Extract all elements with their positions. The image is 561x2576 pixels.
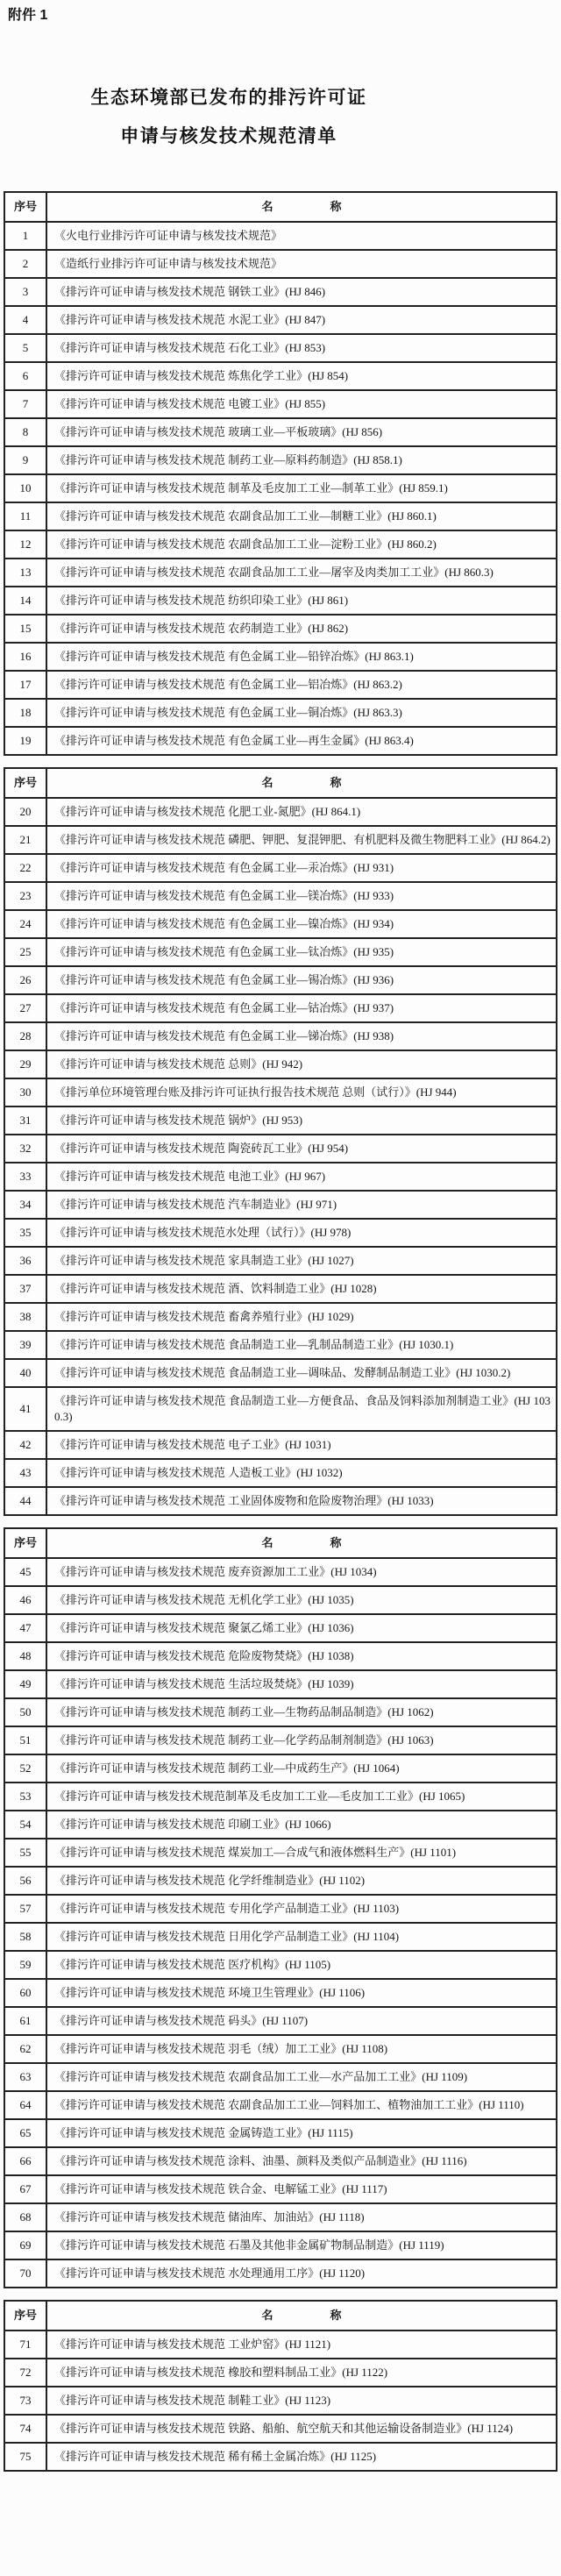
table-row [4, 938, 557, 966]
table-row [4, 1951, 557, 1979]
row-name: 《排污许可证申请与核发技术规范 水泥工业》(HJ 847) [46, 306, 557, 334]
row-name: 《排污许可证申请与核发技术规范 羽毛（绒）加工工业》(HJ 1108) [46, 2035, 557, 2063]
table-row [4, 334, 557, 362]
table-row [4, 671, 557, 699]
row-name: 《排污许可证申请与核发技术规范 码头》(HJ 1107) [46, 2007, 557, 2035]
row-number: 23 [4, 882, 46, 910]
row-number: 16 [4, 643, 46, 671]
row-number: 22 [4, 854, 46, 882]
row-number: 29 [4, 1050, 46, 1078]
table-row [4, 910, 557, 938]
table-row [4, 1387, 557, 1431]
row-number: 53 [4, 1783, 46, 1811]
row-number: 50 [4, 1698, 46, 1726]
table-row [4, 2203, 557, 2231]
table-row [4, 1107, 557, 1135]
row-number: 24 [4, 910, 46, 938]
table-row [4, 643, 557, 671]
row-number: 11 [4, 502, 46, 530]
table-row [4, 390, 557, 418]
table-row [4, 1670, 557, 1698]
row-name: 《排污许可证申请与核发技术规范 酒、饮料制造工业》(HJ 1028) [46, 1275, 557, 1303]
row-name: 《排污许可证申请与核发技术规范 食品制造工业—方便食品、食品及饲料添加剂制造工业》(HJ 1030.3) [46, 1387, 557, 1431]
row-number: 75 [4, 2443, 46, 2471]
row-name: 《排污许可证申请与核发技术规范 日用化学产品制造工业》(HJ 1104) [46, 1923, 557, 1951]
row-number: 36 [4, 1247, 46, 1275]
row-name: 《排污许可证申请与核发技术规范 锅炉》(HJ 953) [46, 1107, 557, 1135]
row-name: 《排污许可证申请与核发技术规范 有色金属工业—锑冶炼》(HJ 938) [46, 1022, 557, 1050]
table-row [4, 1359, 557, 1387]
spec-table [4, 191, 557, 756]
row-name: 《排污许可证申请与核发技术规范 有色金属工业—汞冶炼》(HJ 931) [46, 854, 557, 882]
row-number: 7 [4, 390, 46, 418]
table-header-row [4, 1528, 557, 1558]
row-number: 74 [4, 2415, 46, 2443]
table-row [4, 530, 557, 559]
table-row [4, 1614, 557, 1642]
row-name: 《排污许可证申请与核发技术规范 危险废物焚烧》(HJ 1038) [46, 1642, 557, 1670]
table-header-row [4, 768, 557, 798]
row-number: 49 [4, 1670, 46, 1698]
row-number: 13 [4, 559, 46, 587]
row-number: 39 [4, 1331, 46, 1359]
row-number: 19 [4, 727, 46, 755]
row-name: 《排污许可证申请与核发技术规范 有色金属工业—钴冶炼》(HJ 937) [46, 994, 557, 1022]
table-row [4, 1558, 557, 1586]
row-name: 《排污许可证申请与核发技术规范 汽车制造业》(HJ 971) [46, 1191, 557, 1219]
table-row [4, 446, 557, 474]
table-row [4, 250, 557, 278]
spec-table [4, 2300, 557, 2472]
table-row [4, 1219, 557, 1247]
row-number: 45 [4, 1558, 46, 1586]
table-row [4, 1923, 557, 1951]
row-name: 《排污许可证申请与核发技术规范 有色金属工业—镍冶炼》(HJ 934) [46, 910, 557, 938]
row-name: 《排污许可证申请与核发技术规范制革及毛皮加工工业—毛皮加工工业》(HJ 1065) [46, 1783, 557, 1811]
table-row [4, 854, 557, 882]
table-row [4, 2007, 557, 2035]
row-name: 《排污许可证申请与核发技术规范 煤炭加工—合成气和液体燃料生产》(HJ 1101) [46, 1839, 557, 1867]
row-name: 《排污许可证申请与核发技术规范 农副食品加工工业—制糖工业》(HJ 860.1) [46, 502, 557, 530]
table-row [4, 587, 557, 615]
row-number: 44 [4, 1487, 46, 1515]
row-name: 《排污许可证申请与核发技术规范 制药工业—原料药制造》(HJ 858.1) [46, 446, 557, 474]
table-row [4, 474, 557, 502]
row-number: 71 [4, 2330, 46, 2359]
row-number: 25 [4, 938, 46, 966]
table-row [4, 2147, 557, 2175]
spec-table [4, 767, 557, 1516]
row-name: 《排污许可证申请与核发技术规范 食品制造工业—调味品、发酵制品制造工业》(HJ 1030.2) [46, 1359, 557, 1387]
row-number: 67 [4, 2175, 46, 2203]
row-name: 《排污许可证申请与核发技术规范 无机化学工业》(HJ 1035) [46, 1586, 557, 1614]
row-number: 68 [4, 2203, 46, 2231]
table-row [4, 2387, 557, 2415]
row-number: 5 [4, 334, 46, 362]
row-number: 1 [4, 222, 46, 250]
row-number: 28 [4, 1022, 46, 1050]
row-number: 15 [4, 615, 46, 643]
table-row [4, 1895, 557, 1923]
row-number: 38 [4, 1303, 46, 1331]
table-row [4, 2035, 557, 2063]
row-name: 《排污许可证申请与核发技术规范 化肥工业-氮肥》(HJ 864.1) [46, 798, 557, 826]
row-name: 《排污许可证申请与核发技术规范 畜禽养殖行业》(HJ 1029) [46, 1303, 557, 1331]
table-row [4, 1698, 557, 1726]
row-name: 《排污许可证申请与核发技术规范 食品制造工业—乳制品制造工业》(HJ 1030.1) [46, 1331, 557, 1359]
row-name: 《排污许可证申请与核发技术规范 纺织印染工业》(HJ 861) [46, 587, 557, 615]
row-name: 《排污许可证申请与核发技术规范 电镀工业》(HJ 855) [46, 390, 557, 418]
row-name: 《排污许可证申请与核发技术规范 农药制造工业》(HJ 862) [46, 615, 557, 643]
table-row [4, 994, 557, 1022]
table-row [4, 727, 557, 755]
row-name: 《排污许可证申请与核发技术规范 制药工业—化学药品制剂制造》(HJ 1063) [46, 1726, 557, 1754]
col-header-name: 名 称 [46, 2301, 557, 2330]
row-number: 46 [4, 1586, 46, 1614]
row-number: 51 [4, 1726, 46, 1754]
row-number: 59 [4, 1951, 46, 1979]
row-name: 《排污许可证申请与核发技术规范 稀有稀土金属冶炼》(HJ 1125) [46, 2443, 557, 2471]
table-row [4, 1726, 557, 1754]
row-name: 《排污许可证申请与核发技术规范 电池工业》(HJ 967) [46, 1163, 557, 1191]
table-row [4, 278, 557, 306]
title-line-2: 申请与核发技术规范清单 [120, 126, 337, 146]
table-row [4, 1431, 557, 1459]
row-name: 《排污许可证申请与核发技术规范 工业固体废物和危险废物治理》(HJ 1033) [46, 1487, 557, 1515]
row-number: 9 [4, 446, 46, 474]
table-row [4, 502, 557, 530]
row-name: 《排污许可证申请与核发技术规范 有色金属工业—铝冶炼》(HJ 863.2) [46, 671, 557, 699]
title-line-1: 生态环境部已发布的排污许可证 [90, 88, 367, 108]
col-header-name: 名 称 [46, 192, 557, 222]
table-row [4, 1487, 557, 1515]
attachment-label: 附件 1 [8, 8, 48, 23]
row-number: 72 [4, 2359, 46, 2387]
table-row [4, 1135, 557, 1163]
row-name: 《排污许可证申请与核发技术规范 橡胶和塑料制品工业》(HJ 1122) [46, 2359, 557, 2387]
table-row [4, 2330, 557, 2359]
table-row [4, 2415, 557, 2443]
spec-table [4, 1527, 557, 2288]
row-name: 《排污许可证申请与核发技术规范 铁合金、电解锰工业》(HJ 1117) [46, 2175, 557, 2203]
table-header-row [4, 2301, 557, 2330]
row-number: 20 [4, 798, 46, 826]
row-name: 《排污许可证申请与核发技术规范 工业炉窑》(HJ 1121) [46, 2330, 557, 2359]
table-row [4, 615, 557, 643]
row-number: 65 [4, 2119, 46, 2147]
row-name: 《排污许可证申请与核发技术规范 废弃资源加工工业》(HJ 1034) [46, 1558, 557, 1586]
row-number: 52 [4, 1754, 46, 1783]
row-name: 《火电行业排污许可证申请与核发技术规范》 [46, 222, 557, 250]
col-header-name: 名 称 [46, 768, 557, 798]
row-number: 73 [4, 2387, 46, 2415]
row-number: 70 [4, 2259, 46, 2288]
row-number: 12 [4, 530, 46, 559]
row-name: 《排污许可证申请与核发技术规范 农副食品加工工业—饲料加工、植物油加工工业》(HJ 1110) [46, 2091, 557, 2119]
row-number: 34 [4, 1191, 46, 1219]
table-row [4, 2091, 557, 2119]
table-row [4, 1163, 557, 1191]
row-number: 41 [4, 1387, 46, 1431]
table-row [4, 1022, 557, 1050]
table-row [4, 699, 557, 727]
table-row [4, 1811, 557, 1839]
row-name: 《排污许可证申请与核发技术规范 化学纤维制造业》(HJ 1102) [46, 1867, 557, 1895]
row-number: 42 [4, 1431, 46, 1459]
table-row [4, 2259, 557, 2288]
table-row [4, 2063, 557, 2091]
row-number: 31 [4, 1107, 46, 1135]
row-name: 《排污许可证申请与核发技术规范 有色金属工业—再生金属》(HJ 863.4) [46, 727, 557, 755]
row-name: 《排污许可证申请与核发技术规范 制药工业—中成药生产》(HJ 1064) [46, 1754, 557, 1783]
row-number: 48 [4, 1642, 46, 1670]
row-number: 62 [4, 2035, 46, 2063]
row-name: 《排污许可证申请与核发技术规范 有色金属工业—铜冶炼》(HJ 863.3) [46, 699, 557, 727]
row-number: 6 [4, 362, 46, 390]
row-number: 26 [4, 966, 46, 994]
row-number: 21 [4, 826, 46, 854]
table-row [4, 1754, 557, 1783]
table-row [4, 826, 557, 854]
row-number: 8 [4, 418, 46, 446]
table-row [4, 966, 557, 994]
table-row [4, 1331, 557, 1359]
row-number: 64 [4, 2091, 46, 2119]
row-name: 《排污许可证申请与核发技术规范 生活垃圾焚烧》(HJ 1039) [46, 1670, 557, 1698]
row-number: 33 [4, 1163, 46, 1191]
table-row [4, 2119, 557, 2147]
table-row [4, 1459, 557, 1487]
row-name: 《排污许可证申请与核发技术规范 钢铁工业》(HJ 846) [46, 278, 557, 306]
table-row [4, 2359, 557, 2387]
row-name: 《排污许可证申请与核发技术规范 人造板工业》(HJ 1032) [46, 1459, 557, 1487]
col-header-no: 序号 [4, 2301, 46, 2330]
table-row [4, 362, 557, 390]
row-name: 《排污许可证申请与核发技术规范 制鞋工业》(HJ 1123) [46, 2387, 557, 2415]
col-header-name: 名 称 [46, 1528, 557, 1558]
row-number: 61 [4, 2007, 46, 2035]
row-number: 18 [4, 699, 46, 727]
table-row [4, 2231, 557, 2259]
row-number: 32 [4, 1135, 46, 1163]
row-name: 《排污许可证申请与核发技术规范 金属铸造工业》(HJ 1115) [46, 2119, 557, 2147]
row-name: 《排污许可证申请与核发技术规范 石化工业》(HJ 853) [46, 334, 557, 362]
row-name: 《排污许可证申请与核发技术规范 陶瓷砖瓦工业》(HJ 954) [46, 1135, 557, 1163]
row-name: 《排污许可证申请与核发技术规范 聚氯乙烯工业》(HJ 1036) [46, 1614, 557, 1642]
row-number: 57 [4, 1895, 46, 1923]
row-name: 《排污单位环境管理台账及排污许可证执行报告技术规范 总则（试行）》(HJ 944) [46, 1078, 557, 1107]
row-number: 63 [4, 2063, 46, 2091]
row-name: 《排污许可证申请与核发技术规范 储油库、加油站》(HJ 1118) [46, 2203, 557, 2231]
table-row [4, 418, 557, 446]
table-row [4, 2443, 557, 2471]
table-row [4, 1867, 557, 1895]
row-number: 56 [4, 1867, 46, 1895]
table-row [4, 2175, 557, 2203]
row-number: 30 [4, 1078, 46, 1107]
row-name: 《排污许可证申请与核发技术规范 电子工业》(HJ 1031) [46, 1431, 557, 1459]
row-name: 《排污许可证申请与核发技术规范 专用化学产品制造工业》(HJ 1103) [46, 1895, 557, 1923]
table-row [4, 1979, 557, 2007]
row-name: 《排污许可证申请与核发技术规范 农副食品加工工业—屠宰及肉类加工工业》(HJ 860.3) [46, 559, 557, 587]
table-row [4, 1078, 557, 1107]
table-row [4, 1839, 557, 1867]
row-name: 《排污许可证申请与核发技术规范 制药工业—生物药品制品制造》(HJ 1062) [46, 1698, 557, 1726]
row-number: 17 [4, 671, 46, 699]
table-row [4, 1050, 557, 1078]
row-number: 27 [4, 994, 46, 1022]
row-number: 37 [4, 1275, 46, 1303]
row-name: 《排污许可证申请与核发技术规范 家具制造工业》(HJ 1027) [46, 1247, 557, 1275]
row-number: 3 [4, 278, 46, 306]
table-row [4, 559, 557, 587]
row-name: 《排污许可证申请与核发技术规范 医疗机构》(HJ 1105) [46, 1951, 557, 1979]
row-name: 《排污许可证申请与核发技术规范 有色金属工业—钛冶炼》(HJ 935) [46, 938, 557, 966]
row-name: 《排污许可证申请与核发技术规范 涂料、油墨、颜料及类似产品制造业》(HJ 1116) [46, 2147, 557, 2175]
table-row [4, 1275, 557, 1303]
row-number: 4 [4, 306, 46, 334]
table-row [4, 1303, 557, 1331]
row-name: 《排污许可证申请与核发技术规范 玻璃工业—平板玻璃》(HJ 856) [46, 418, 557, 446]
document-title [4, 79, 454, 156]
table-row [4, 1191, 557, 1219]
table-row [4, 1642, 557, 1670]
row-name: 《排污许可证申请与核发技术规范 环境卫生管理业》(HJ 1106) [46, 1979, 557, 2007]
table-header-row [4, 192, 557, 222]
row-name: 《排污许可证申请与核发技术规范 石墨及其他非金属矿物制品制造》(HJ 1119) [46, 2231, 557, 2259]
col-header-no: 序号 [4, 192, 46, 222]
table-row [4, 1783, 557, 1811]
row-number: 58 [4, 1923, 46, 1951]
row-number: 10 [4, 474, 46, 502]
table-row [4, 306, 557, 334]
row-number: 43 [4, 1459, 46, 1487]
row-number: 66 [4, 2147, 46, 2175]
row-number: 2 [4, 250, 46, 278]
row-name: 《排污许可证申请与核发技术规范水处理（试行）》(HJ 978) [46, 1219, 557, 1247]
table-row [4, 882, 557, 910]
row-name: 《排污许可证申请与核发技术规范 有色金属工业—锡冶炼》(HJ 936) [46, 966, 557, 994]
row-name: 《排污许可证申请与核发技术规范 总则》(HJ 942) [46, 1050, 557, 1078]
row-name: 《排污许可证申请与核发技术规范 制革及毛皮加工工业—制革工业》(HJ 859.1) [46, 474, 557, 502]
table-row [4, 1247, 557, 1275]
row-number: 14 [4, 587, 46, 615]
row-number: 60 [4, 1979, 46, 2007]
row-number: 55 [4, 1839, 46, 1867]
row-name: 《排污许可证申请与核发技术规范 有色金属工业—镁冶炼》(HJ 933) [46, 882, 557, 910]
table-row [4, 1586, 557, 1614]
row-number: 54 [4, 1811, 46, 1839]
row-number: 69 [4, 2231, 46, 2259]
row-name: 《造纸行业排污许可证申请与核发技术规范》 [46, 250, 557, 278]
row-name: 《排污许可证申请与核发技术规范 农副食品加工工业—淀粉工业》(HJ 860.2) [46, 530, 557, 559]
row-name: 《排污许可证申请与核发技术规范 磷肥、钾肥、复混钾肥、有机肥料及微生物肥料工业》(HJ 864.2) [46, 826, 557, 854]
tables-container [4, 191, 557, 2472]
row-number: 47 [4, 1614, 46, 1642]
row-number: 40 [4, 1359, 46, 1387]
row-name: 《排污许可证申请与核发技术规范 炼焦化学工业》(HJ 854) [46, 362, 557, 390]
row-name: 《排污许可证申请与核发技术规范 农副食品加工工业—水产品加工工业》(HJ 1109) [46, 2063, 557, 2091]
col-header-no: 序号 [4, 768, 46, 798]
row-name: 《排污许可证申请与核发技术规范 印刷工业》(HJ 1066) [46, 1811, 557, 1839]
row-name: 《排污许可证申请与核发技术规范 铁路、船舶、航空航天和其他运输设备制造业》(HJ 1124) [46, 2415, 557, 2443]
col-header-no: 序号 [4, 1528, 46, 1558]
row-number: 35 [4, 1219, 46, 1247]
table-row [4, 222, 557, 250]
row-name: 《排污许可证申请与核发技术规范 水处理通用工序》(HJ 1120) [46, 2259, 557, 2288]
table-row [4, 798, 557, 826]
row-name: 《排污许可证申请与核发技术规范 有色金属工业—铅锌冶炼》(HJ 863.1) [46, 643, 557, 671]
